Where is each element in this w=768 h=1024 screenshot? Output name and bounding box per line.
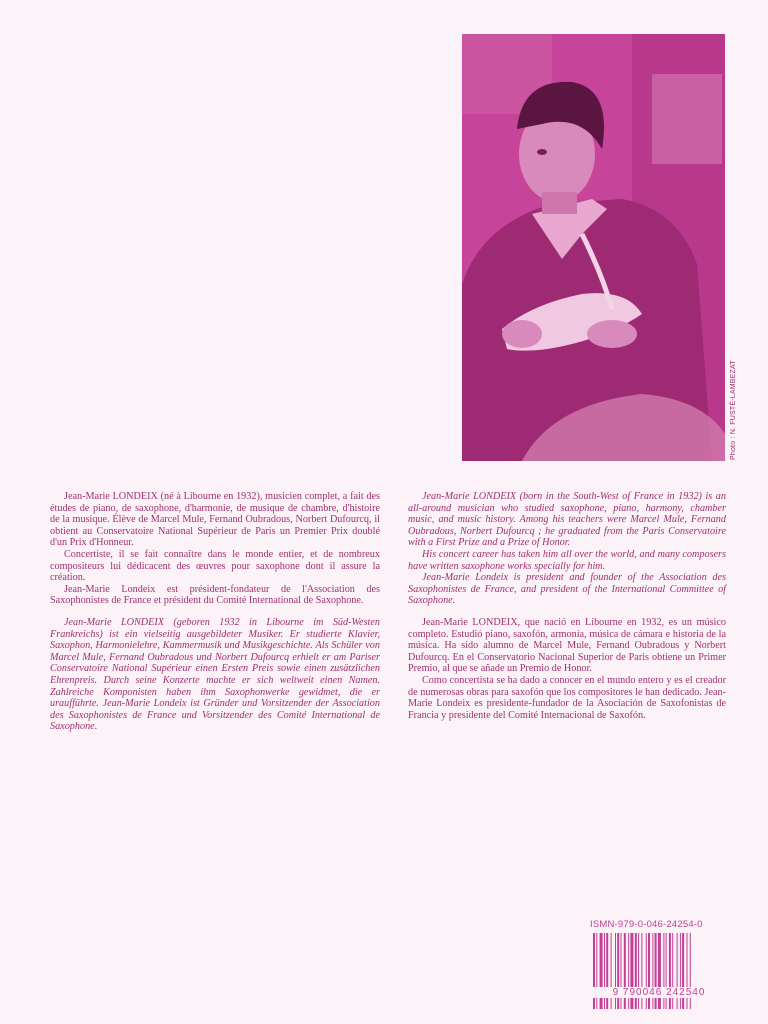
left-column — [50, 491, 380, 733]
right-column — [408, 491, 726, 721]
english-paragraph: Jean-Marie LONDEIX (born in the South-West of France in 1932) is an all-around musician who studied saxophone, piano, harmony, chamber music, and music history. Among his teachers were Marcel Mule, Fernand Oubradous, Norbert Dufourcq ; he graduated from the Paris Conservatoire with a First Prize and a Prize of Honor. — [408, 491, 726, 549]
english-biography — [408, 491, 726, 607]
french-paragraph: Concertiste, il se fait connaître dans le monde entier, et de nombreux compositeurs lui dédicacent des œuvres pour saxophone dont il assure la création. — [50, 548, 380, 584]
english-paragraph: Jean-Marie Londeix is president and founder of the Association des Saxophonistes de France, and president of the International Committee of Saxophone. — [408, 572, 726, 607]
barcode-block — [590, 919, 728, 1009]
portrait-photo — [462, 34, 725, 461]
spanish-paragraph: Jean-Marie LONDEIX, que nació en Libourne en 1932, es un músico completo. Estudió piano, saxofón, armonía, música de cámara e historia de la música. Ha sido alumno de Marcel Mule, Fernand Oubradous y Norbert Dufourcq. En el Conservatorio Nacional Superior de Paris obtiene un Primer Premio, al que se añade un Premio de Honor. — [408, 616, 726, 675]
french-paragraph: Jean-Marie Londeix est président-fondateur de l'Association des Saxophonistes de France et président du Comité International de Saxophone. — [50, 583, 380, 607]
portrait-illustration — [462, 34, 725, 461]
french-biography — [50, 491, 380, 607]
german-paragraph: Jean-Marie LONDEIX (geboren 1932 in Libourne im Süd-Westen Frankreichs) ist ein vielseitig ausgebildeter Musiker. Er studierte Klavier, Saxophon, Harmonielehre, Kammermusik und Musikgeschichte. Als Schüler von Marcel Mule, Fernand Oubradous und Norbert Dufourcq erhielt er am Pariser Conservatoire National Supérieur einen Ersten Preis sowie einen zusätzlichen Ehrenpreis. Durch seine Konzerte machte er sich weltweit einen Namen. Zahlreiche Komponisten haben ihm Saxophonwerke gewidmet, die er uraufführte. Jean-Marie Londeix ist Gründer und Vorsitzender der Association des Saxophonistes de France und Vorsitzender des Comité International de Saxophone. — [50, 616, 380, 733]
isbn-label: ISMN-979-0-046-24254-0 — [590, 919, 703, 930]
photo-credit: Photo : N. FUSTÉ-LAMBEZAT — [730, 360, 737, 460]
german-biography — [50, 617, 380, 733]
french-paragraph: Jean-Marie LONDEIX (né à Libourne en 1932), musicien complet, a fait des études de piano, de saxophone, d'harmonie, de musique de chambre, d'histoire de la musique. Élève de Marcel Mule, Fernand Oubradous, Norbert Dufourcq, il obtient au Conservatoire National Supérieur de Paris un Premier Prix doublé d'un Prix d'Honneur. — [50, 491, 380, 549]
barcode-number: 9 790046 242540 — [590, 987, 728, 998]
spanish-biography — [408, 617, 726, 721]
english-paragraph: His concert career has taken him all over the world, and many composers have written saxophone works specially for him. — [408, 548, 726, 572]
spanish-paragraph: Como concertista se ha dado a conocer en el mundo entero y es el creador de numerosas obras para saxofón que los compositores le han dedicado. Jean-Marie Londeix es presidente-fundador de la Asociación de Saxofonistas de Francia y presidente del Comité Internacional de Saxofón. — [408, 674, 726, 721]
